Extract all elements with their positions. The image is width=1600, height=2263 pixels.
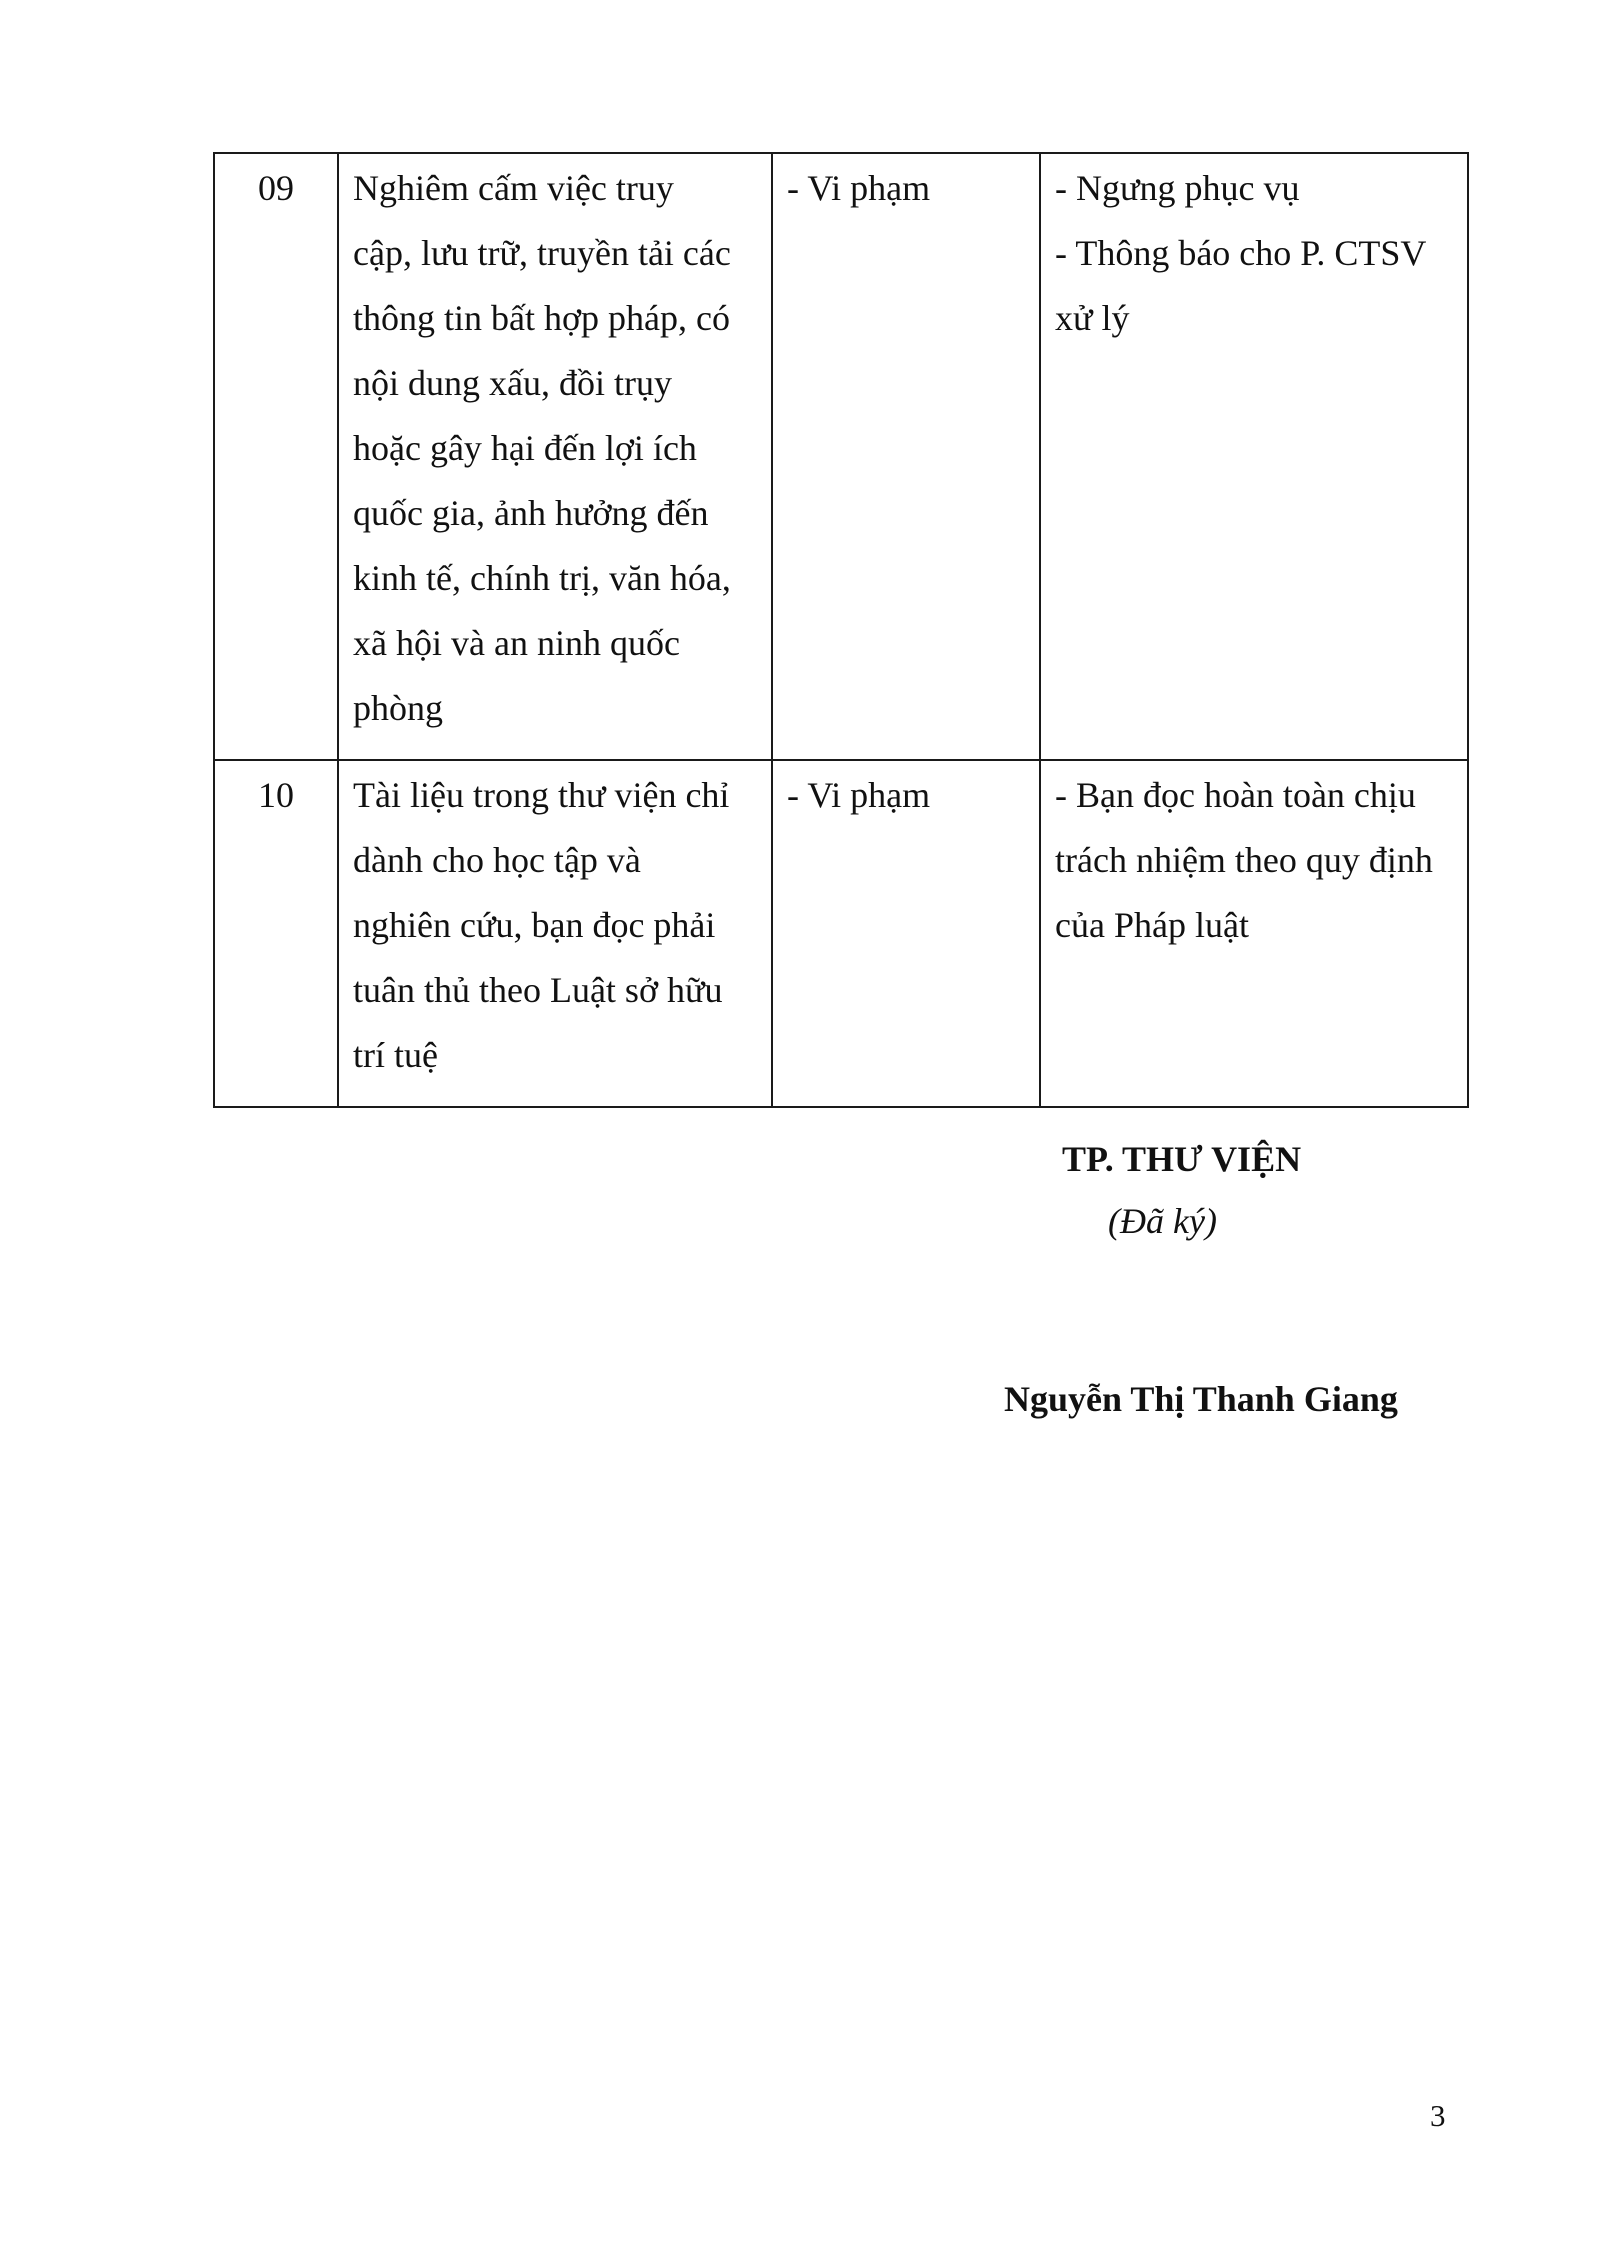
page-number: 3 [1430, 2098, 1446, 2133]
regulations-table [213, 152, 1469, 1108]
violation-cell: - Vi phạm [772, 153, 1040, 760]
handling-cell: - Ngưng phục vụ - Thông báo cho P. CTSV xử lý [1040, 153, 1468, 760]
rule-cell: Tài liệu trong thư viện chỉ dành cho học tập và nghiên cứu, bạn đọc phải tuân thủ theo Luật sở hữu trí tuệ [338, 760, 772, 1107]
handling-cell: - Bạn đọc hoàn toàn chịu trách nhiệm theo quy định của Pháp luật [1040, 760, 1468, 1107]
table-row [214, 760, 1468, 1107]
violation-cell: - Vi phạm [772, 760, 1040, 1107]
signed-note: (Đã ký) [1108, 1201, 1217, 1241]
rule-cell: Nghiêm cấm việc truy cập, lưu trữ, truyền tải các thông tin bất hợp pháp, có nội dung xấu, đồi trụy hoặc gây hại đến lợi ích quốc gia, ảnh hưởng đến kinh tế, chính trị, văn hóa, xã hội và an ninh quốc phòng [338, 153, 772, 760]
table-row [214, 153, 1468, 760]
signatory-name: Nguyễn Thị Thanh Giang [1004, 1379, 1398, 1419]
row-number-cell: 10 [214, 760, 338, 1107]
signatory-title: TP. THƯ VIỆN [1062, 1139, 1302, 1179]
row-number-cell: 09 [214, 153, 338, 760]
